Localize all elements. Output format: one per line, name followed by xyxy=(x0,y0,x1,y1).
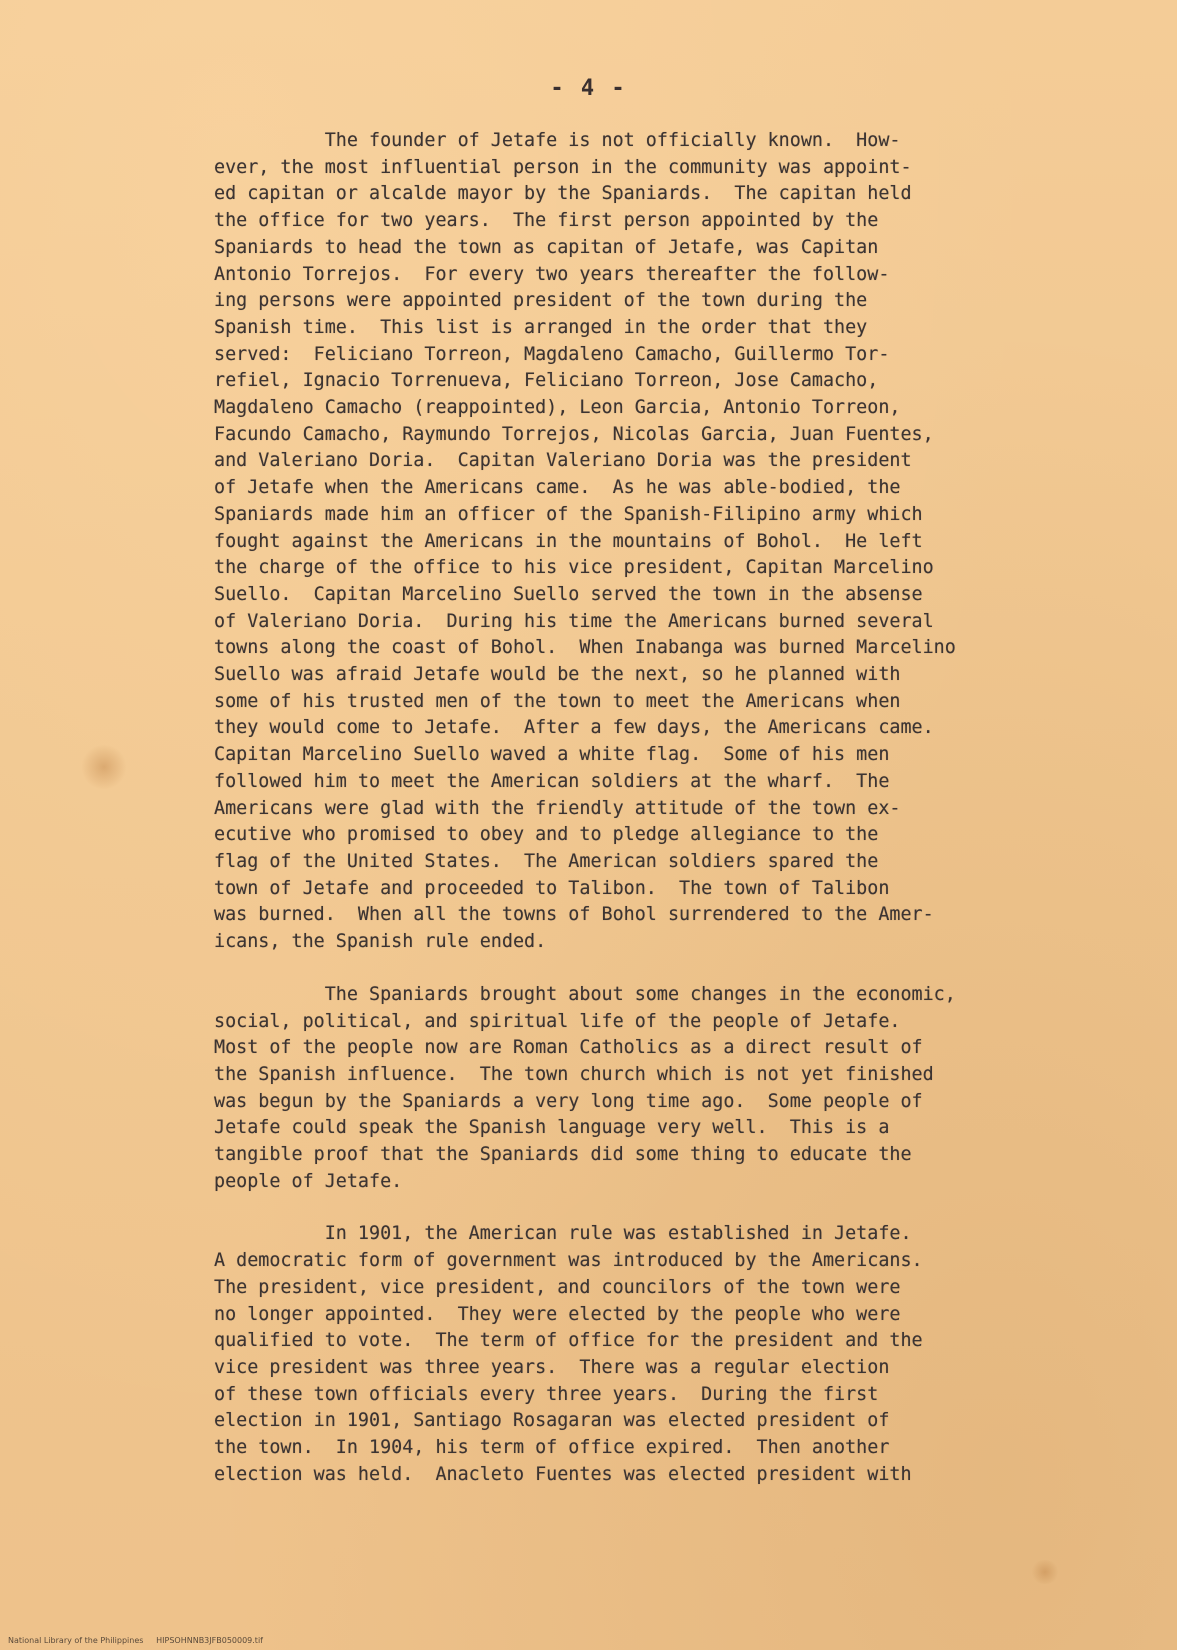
paper-stain xyxy=(80,745,128,789)
paragraph-spanish-influence: The Spaniards brought about some changes in the economic, social, political, and spiritual life of the people of Jetafe. Most of the people now are Roman Catholics as a direct result of the Spanish influence. The town church which is not yet finished was begun by the Spaniards a very long time ago. Some people of Jetafe could speak the Spanish language very well. This is a tangible proof that the Spaniards did some thing to educate the people of Jetafe. xyxy=(214,983,956,1192)
archive-footer: National Library of the Philippines HIPSOHNNB3JFB050009.tif xyxy=(8,1636,263,1645)
paragraph-american-rule: In 1901, the American rule was established in Jetafe. A democratic form of government was introduced by the Americans. The president, vice president, and councilors of the town were no longer appointed. They were elected by the people who were qualified to vote. The term of office for the president and the vice president was three years. There was a regular election of these town officials every three years. During the first election in 1901, Santiago Rosagaran was elected president of the town. In 1904, his term of office expired. Then another election was held. Anacleto Fuentes was elected president with xyxy=(214,1223,923,1485)
paper-stain xyxy=(1030,1560,1060,1584)
paragraph-founding-history: The founder of Jetafe is not officially known. How- ever, the most influential person in the community was appoint- ed capitan or alcalde mayor by the Spaniards. The capitan held the office for two years. The first person appointed by the Spaniards to head the town as capitan of Jetafe, was Capitan Antonio Torrejos. For every two years thereafter the follow- ing persons were appointed president of the town during the Spanish time. This list is arranged in the order that they served: Feliciano Torreon, Magdaleno Camacho, Guillermo Tor- refiel, Ignacio Torrenueva, Feliciano Torreon, Jose Camacho, Magdaleno Camacho (reappointed), Leon Garcia, Antonio Torreon, Facundo Camacho, Raymundo Torrejos, Nicolas Garcia, Juan Fuentes, and Valeriano Doria. Capitan Valeriano Doria was the president of Jetafe when the Americans came. As he was able-bodied, the Spaniards made him an officer of the Spanish-Filipino army which fought against the Americans in the mountains of Bohol. He left the charge of the office to his vice president, Capitan Marcelino Suello. Capitan Marcelino Suello served the town in the absense of Valeriano Doria. During his time the Americans burned several towns along the coast of Bohol. When Inabanga was burned Marcelino Suello was afraid Jetafe would be the next, so he planned with some of his trusted men of the town to meet the Americans when they would come to Jetafe. After a few days, the Americans came. Capitan Marcelino Suello waved a white flag. Some of his men followed him to meet the American soldiers at the wharf. The Americans were glad with the friendly attitude of the town ex- ecutive who promised to obey and to pledge allegiance to the flag of the United States. The American soldiers spared the town of Jetafe and proceeded to Talibon. The town of Talibon was burned. When all the towns of Bohol surrendered to the Amer- icans, the Spanish rule ended. xyxy=(214,130,956,953)
document-body xyxy=(214,128,1134,1488)
page-number: - 4 - xyxy=(550,76,627,101)
